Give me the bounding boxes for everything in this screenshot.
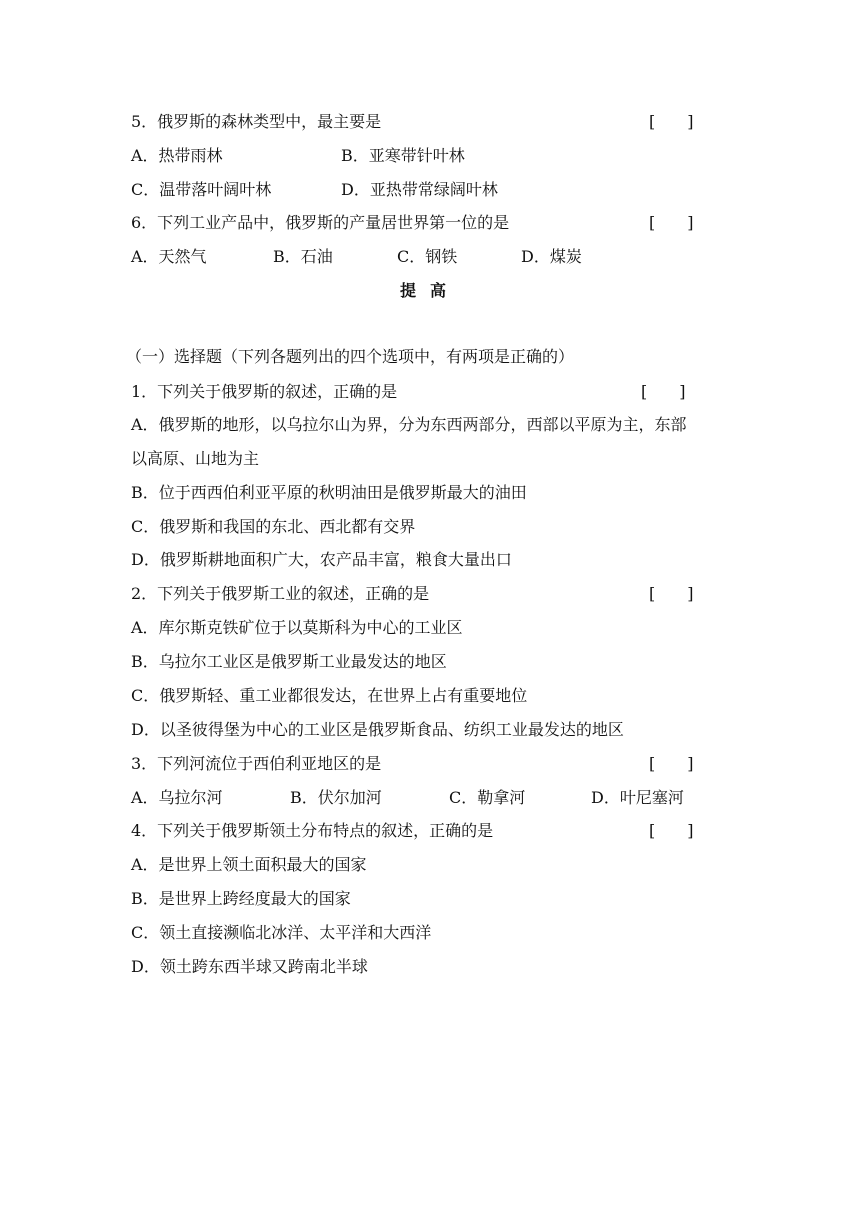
section-instructions: （一）选择题（下列各题列出的四个选项中，有两项是正确的）: [126, 347, 575, 366]
answer-bracket: [ ]: [649, 112, 694, 131]
option-c: C．俄罗斯轻、重工业都很发达，在世界上占有重要地位: [131, 686, 528, 705]
problem-1-stem: 1．下列关于俄罗斯的叙述，正确的是: [131, 382, 398, 401]
option-d: D．领土跨东西半球又跨南北半球: [131, 957, 368, 976]
option-d: D．亚热带常绿阔叶林: [341, 180, 498, 199]
option-a: A．热带雨林: [131, 146, 223, 165]
section-heading: 提高: [399, 281, 460, 300]
option-c: C．领土直接濒临北冰洋、太平洋和大西洋: [131, 923, 432, 942]
problem-2-stem: 2．下列关于俄罗斯工业的叙述，正确的是: [131, 584, 430, 603]
option-a: A．库尔斯克铁矿位于以莫斯科为中心的工业区: [131, 618, 463, 637]
question-5-stem: 5．俄罗斯的森林类型中，最主要是: [131, 112, 382, 131]
option-c: C．钢铁: [397, 247, 458, 266]
answer-bracket: [ ]: [649, 213, 694, 232]
option-d: D．煤炭: [521, 247, 582, 266]
option-b: B．位于西西伯利亚平原的秋明油田是俄罗斯最大的油田: [131, 483, 527, 502]
option-c: C．俄罗斯和我国的东北、西北都有交界: [131, 517, 416, 536]
option-a: A．天然气: [131, 247, 207, 266]
option-d: D．叶尼塞河: [591, 788, 684, 807]
answer-bracket: [ ]: [641, 382, 686, 401]
option-b: B．是世界上跨经度最大的国家: [131, 889, 351, 908]
question-6-stem: 6．下列工业产品中，俄罗斯的产量居世界第一位的是: [131, 213, 510, 232]
option-d: D．以圣彼得堡为中心的工业区是俄罗斯食品、纺织工业最发达的地区: [131, 720, 624, 739]
option-c: C．勒拿河: [449, 788, 526, 807]
option-c: C．温带落叶阔叶林: [131, 180, 272, 199]
answer-bracket: [ ]: [649, 754, 694, 773]
option-a: A．俄罗斯的地形，以乌拉尔山为界，分为东西两部分，西部以平原为主，东部: [131, 415, 687, 434]
option-b: B．乌拉尔工业区是俄罗斯工业最发达的地区: [131, 652, 447, 671]
problem-3-stem: 3．下列河流位于西伯利亚地区的是: [131, 754, 382, 773]
option-a: A．乌拉尔河: [131, 788, 223, 807]
option-a-continuation: 以高原、山地为主: [131, 449, 260, 468]
option-b: B．伏尔加河: [290, 788, 382, 807]
option-b: B．亚寒带针叶林: [341, 146, 465, 165]
option-b: B．石油: [273, 247, 333, 266]
option-a: A．是世界上领土面积最大的国家: [131, 855, 367, 874]
answer-bracket: [ ]: [649, 821, 694, 840]
answer-bracket: [ ]: [649, 584, 694, 603]
problem-4-stem: 4．下列关于俄罗斯领土分布特点的叙述，正确的是: [131, 821, 494, 840]
option-d: D．俄罗斯耕地面积广大，农产品丰富，粮食大量出口: [131, 550, 512, 569]
